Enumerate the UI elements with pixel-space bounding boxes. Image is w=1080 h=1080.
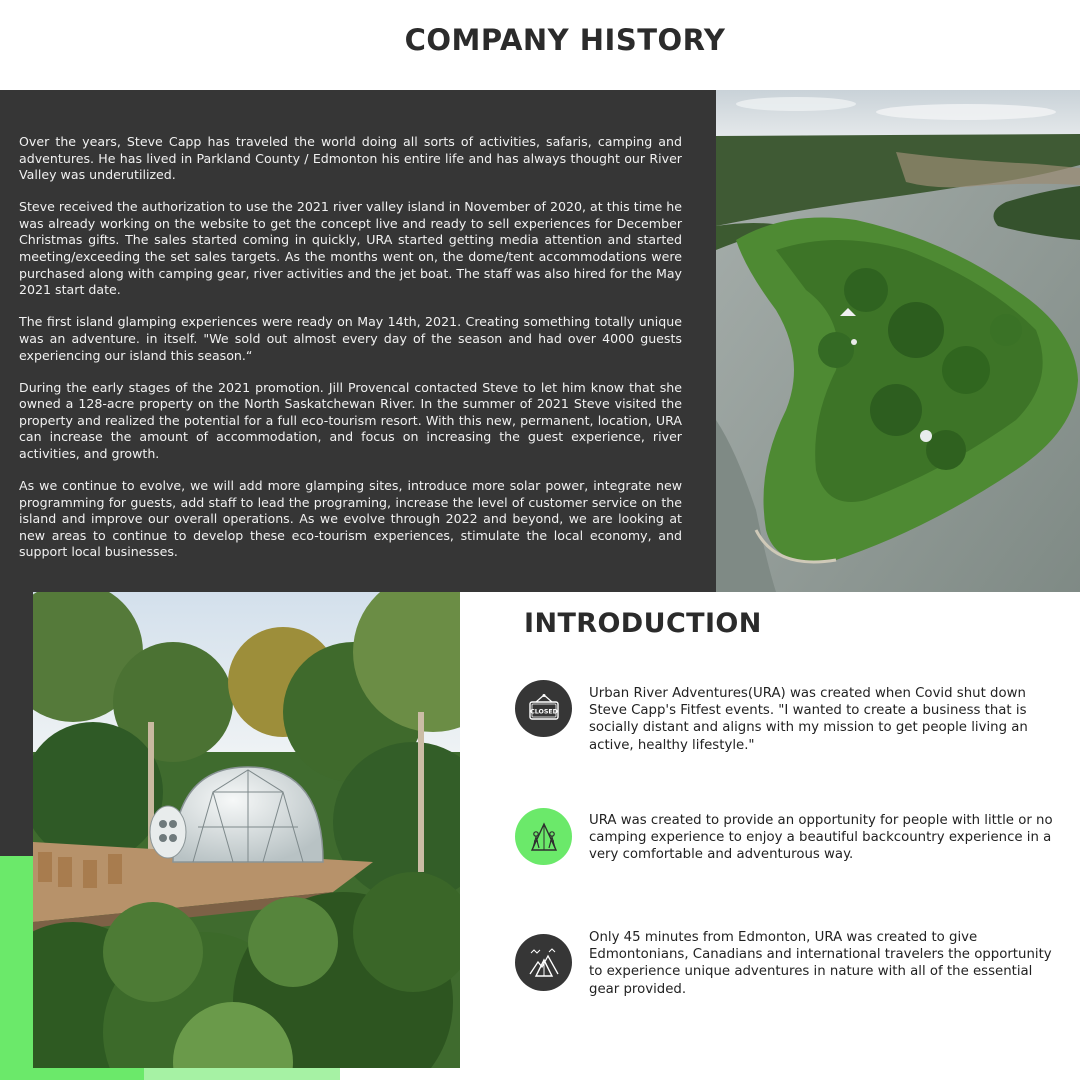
camping-people-icon: [515, 808, 572, 865]
green-bottom-bar: [0, 1068, 144, 1080]
history-paragraph: As we continue to evolve, we will add more glamping sites, introduce more solar power, integrate new programming for guests, add staff to lead the programing, increase the level of customer service on the island and improve our overall operations. As we evolve through 2022 and beyond, we are looking at new areas to continue to develop these eco-tourism experiences, stimulate the local economy, and support local businesses.: [19, 478, 682, 560]
history-text: [19, 134, 682, 577]
tent-mountain-icon: [515, 934, 572, 991]
history-paragraph: Over the years, Steve Capp has traveled the world doing all sorts of activities, safaris, camping and adventures. He has lived in Parkland County / Edmonton his entire life and has always thought our River Valley was underutilized.: [19, 134, 682, 183]
river-island-photo: [716, 90, 1080, 592]
intro-text: Urban River Adventures(URA) was created when Covid shut down Steve Capp's Fitfest events. "I wanted to create a business that is socially distant and aligns with my mission to get people living an active, healthy lifestyle.": [589, 686, 1028, 753]
history-paragraph: The first island glamping experiences were ready on May 14th, 2021. Creating something totally unique was an adventure. in itself. "We sold out almost every day of the season and had over 4000 guests experiencing our island this season.“: [19, 314, 682, 363]
intro-text: URA was created to provide an opportunity for people with little or no camping experience to enjoy a beautiful backcountry experience in a very comfortable and adventurous way.: [589, 813, 1053, 863]
glamping-dome-photo: [33, 592, 460, 1068]
intro-title: INTRODUCTION: [524, 608, 762, 639]
history-paragraph: Steve received the authorization to use the 2021 river valley island in November of 2020, at this time he was already working on the website to get the concept live and ready to sell experiences for December Christmas gifts. The sales started coming in quickly, URA started getting media attention and started meeting/exceeding the set sales targets. As the months went on, the dome/tent accommodations were purchased along with camping gear, river activities and the jet boat. The staff was also hired for the May 2021 start date.: [19, 199, 682, 298]
history-paragraph: During the early stages of the 2021 promotion. Jill Provencal contacted Steve to let him know that she owned a 128-acre property on the North Saskatchewan River. In the summer of 2021 Steve visited the property and realized the potential for a full eco-tourism resort. With this new, permanent, location, URA can increase the amount of accommodation, and focus on increasing the guest experience, river activities, and growth.: [19, 379, 682, 461]
page-title: COMPANY HISTORY: [404, 23, 726, 57]
green-accent-strip: [0, 856, 34, 1080]
dark-accent-strip: [0, 592, 34, 856]
closed-sign-icon: [515, 680, 572, 737]
closed-sign-label: CLOSED: [529, 708, 558, 715]
green-bottom-bar-light: [144, 1068, 340, 1080]
intro-text: Only 45 minutes from Edmonton, URA was created to give Edmontonians, Canadians and international travelers the opportunity to experience unique adventures in nature with all of the essential gear provided.: [589, 930, 1052, 997]
